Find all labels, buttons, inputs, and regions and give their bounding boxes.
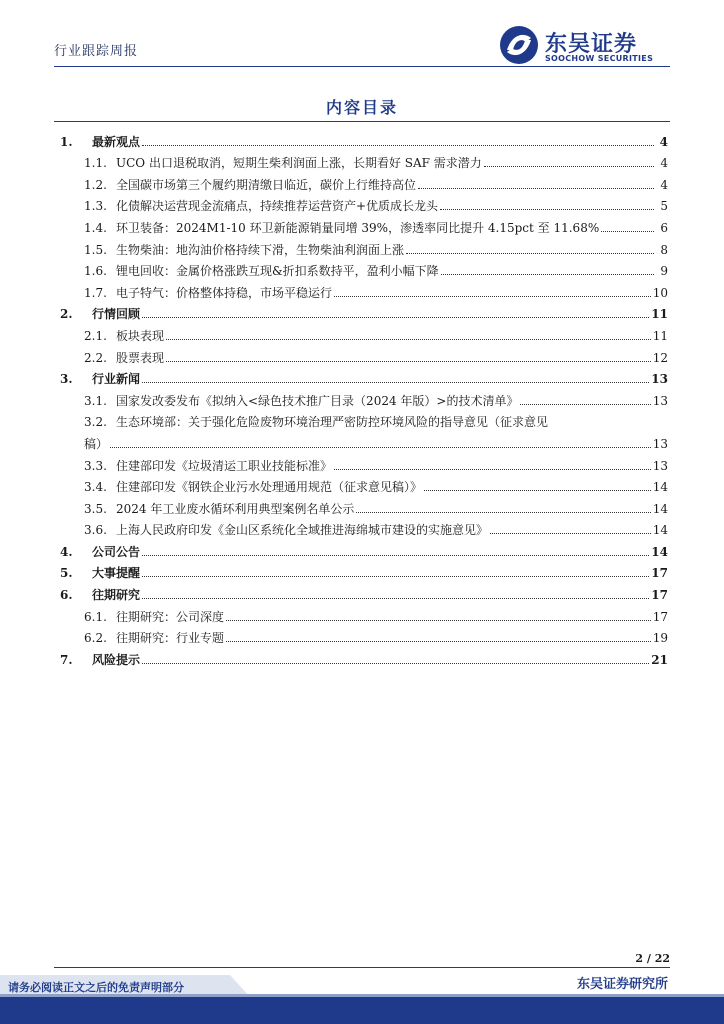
- toc-entry[interactable]: [56, 149, 668, 171]
- toc-entry-title: 行业新闻: [92, 372, 141, 387]
- toc-entry-title: 化债解决运营现金流痛点，持续推荐运营资产+优质成长龙头: [116, 199, 439, 214]
- toc-entry-title: 电子特气：价格整体持稳，市场平稳运行: [116, 285, 333, 300]
- toc-entry[interactable]: [56, 300, 668, 322]
- toc-entry-page: 6: [660, 220, 668, 235]
- toc-entry-title: 行情回顾: [92, 307, 141, 322]
- toc-leader-dots: [418, 188, 654, 189]
- toc-entry-title: 国家发改委发布《拟纳入<绿色技术推广目录（2024 年版）>的技术清单》: [116, 393, 519, 408]
- toc-entry-number: 6.2.: [84, 631, 107, 646]
- toc-entry-page: 4: [660, 177, 668, 192]
- toc-leader-dots: [166, 339, 651, 340]
- toc-leader-dots: [520, 404, 650, 405]
- toc-entry-title: 上海人民政府印发《金山区系统化全域推进海绵城市建设的实施意见》: [116, 523, 489, 538]
- brand-name-en: SOOCHOW SECURITIES: [545, 54, 654, 63]
- toc-leader-dots: [142, 382, 649, 383]
- toc-entry-number: 1.1.: [84, 156, 107, 171]
- toc-entry[interactable]: [56, 192, 668, 214]
- toc-entry[interactable]: [56, 580, 668, 602]
- toc-entry-page: 4: [659, 134, 668, 149]
- toc-leader-dots: [334, 296, 651, 297]
- toc-entry-number: 2.: [60, 307, 73, 322]
- toc-leader-dots: [226, 620, 651, 621]
- toc-entry-page: 14: [652, 480, 668, 495]
- toc-entry-title: 风险提示: [92, 652, 141, 667]
- toc-entry-page: 11: [651, 307, 668, 322]
- toc-leader-dots: [424, 490, 651, 491]
- toc-entry-number: 3.1.: [84, 393, 107, 408]
- toc-entry-number: 7.: [60, 652, 73, 667]
- toc-entry[interactable]: [56, 278, 668, 300]
- toc-entry[interactable]: [56, 494, 668, 516]
- brand-name-cn: 东吴证券: [545, 32, 638, 57]
- toc-entry-number: 1.5.: [84, 242, 107, 257]
- toc-entry[interactable]: [56, 559, 668, 581]
- toc-entry-number: 3.5.: [84, 501, 107, 516]
- toc-entry-page: 9: [660, 264, 668, 279]
- disclaimer-text: 请务必阅读正文之后的免责声明部分: [8, 981, 184, 994]
- toc-leader-dots: [142, 663, 649, 664]
- toc-leader-dots: [490, 533, 651, 534]
- toc-entry-page: 14: [651, 544, 668, 559]
- toc-entry-continuation[interactable]: [56, 429, 668, 451]
- toc-leader-dots: [356, 512, 650, 513]
- toc-leader-dots: [142, 317, 649, 318]
- toc-entry-page: 13: [652, 436, 668, 451]
- toc-entry-title: 生态环境部：关于强化危险废物环境治理严密防控环境风险的指导意见（征求意见: [116, 415, 549, 430]
- toc-entry[interactable]: [56, 537, 668, 559]
- toc-entry-number: 1.2.: [84, 177, 107, 192]
- toc-entry-title: 全国碳市场第三个履约期清缴日临近，碳价上行维持高位: [116, 177, 417, 192]
- toc-entry[interactable]: [56, 365, 668, 387]
- brand-logo: [498, 24, 668, 66]
- toc-entry-page: 17: [652, 609, 668, 624]
- toc-entry-page: 13: [651, 372, 668, 387]
- toc-entry-number: 1.4.: [84, 220, 107, 235]
- toc-entry[interactable]: [56, 235, 668, 257]
- toc-entry-number: 2.2.: [84, 350, 107, 365]
- page-indicator: 2 / 22: [635, 952, 670, 965]
- toc-entry[interactable]: [56, 624, 668, 646]
- toc-entry-number: 3.6.: [84, 523, 107, 538]
- toc-entry-page: 5: [660, 199, 668, 214]
- toc-entry-title: 大事提醒: [92, 566, 141, 581]
- toc-entry-number: 3.: [60, 372, 73, 387]
- toc-entry[interactable]: [56, 602, 668, 624]
- toc-entry[interactable]: [56, 645, 668, 667]
- toc-leader-dots: [142, 598, 649, 599]
- toc-leader-dots: [110, 447, 651, 448]
- toc-entry[interactable]: [56, 408, 668, 430]
- toc-entry-number: 3.2.: [84, 415, 107, 430]
- toc-title: 内容目录: [325, 98, 398, 117]
- toc-entry-number: 3.3.: [84, 458, 107, 473]
- toc-entry-title: 2024 年工业废水循环利用典型案例名单公示: [116, 501, 355, 516]
- toc-entry-title: 最新观点: [92, 134, 141, 149]
- toc-entry-title: 股票表现: [116, 350, 165, 365]
- toc-entry-page: 14: [652, 523, 668, 538]
- toc-leader-dots: [142, 555, 649, 556]
- toc-leader-dots: [601, 231, 654, 232]
- toc-entry-page: 11: [652, 328, 668, 343]
- soochow-logo-icon: [498, 24, 540, 66]
- footer-org-name: 东吴证券研究所: [576, 977, 668, 992]
- toc-leader-dots: [441, 274, 654, 275]
- toc-entry-page: 17: [651, 588, 668, 603]
- toc-divider: [54, 121, 670, 122]
- toc-entry-page: 13: [652, 458, 668, 473]
- toc-entry[interactable]: [56, 451, 668, 473]
- toc-entry-number: 1.7.: [84, 285, 107, 300]
- footer-bar: [0, 997, 724, 1024]
- toc-leader-dots: [334, 469, 651, 470]
- toc-entry[interactable]: [56, 321, 668, 343]
- toc-entry-page: 19: [652, 631, 668, 646]
- toc-entry-number: 1.6.: [84, 264, 107, 279]
- toc-entry-page: 14: [652, 501, 668, 516]
- toc-entry-page: 8: [660, 242, 668, 257]
- toc-entry-page: 10: [652, 285, 668, 300]
- toc-leader-dots: [142, 576, 649, 577]
- toc-leader-dots: [440, 209, 654, 210]
- toc-entry-number: 4.: [60, 544, 73, 559]
- toc-leader-dots: [226, 641, 651, 642]
- toc-leader-dots: [406, 253, 654, 254]
- toc-entry-title: 往期研究：行业专题: [116, 631, 225, 646]
- report-type-label: 行业跟踪周报: [54, 44, 139, 59]
- toc-entry-page: 4: [660, 156, 668, 171]
- toc-entry[interactable]: [56, 127, 668, 149]
- toc-leader-dots: [484, 166, 654, 167]
- toc-entry-number: 1.: [60, 134, 73, 149]
- toc-leader-dots: [142, 145, 654, 146]
- toc-entry-number: 6.1.: [84, 609, 107, 624]
- toc-entry[interactable]: [56, 343, 668, 365]
- toc-entry-title-continued: 稿）: [84, 436, 109, 451]
- toc-entry[interactable]: [56, 170, 668, 192]
- toc-entry-title: 往期研究：公司深度: [116, 609, 225, 624]
- toc-entry-title: UCO 出口退税取消，短期生柴利润面上涨，长期看好 SAF 需求潜力: [116, 156, 482, 171]
- toc-entry[interactable]: [56, 386, 668, 408]
- toc-entry-title: 环卫装备：2024M1-10 环卫新能源销量同增 39%，渗透率同比提升 4.15pct 至 11.68%: [116, 220, 600, 235]
- toc-entry[interactable]: [56, 516, 668, 538]
- toc-leader-dots: [166, 361, 651, 362]
- toc-entry[interactable]: [56, 213, 668, 235]
- toc-entry-title: 锂电回收：金属价格涨跌互现&折扣系数持平，盈利小幅下降: [116, 264, 439, 279]
- toc-entry-title: 板块表现: [116, 328, 165, 343]
- toc-entry-page: 21: [651, 652, 668, 667]
- toc-entry-number: 1.3.: [84, 199, 107, 214]
- toc-entry-page: 12: [652, 350, 668, 365]
- toc-entry-title: 住建部印发《垃圾清运工职业技能标准》: [116, 458, 333, 473]
- toc-entry-number: 6.: [60, 588, 73, 603]
- footer-divider: [54, 967, 670, 968]
- toc-entry[interactable]: [56, 473, 668, 495]
- toc-entry-page: 13: [652, 393, 668, 408]
- toc-entry-number: 2.1.: [84, 328, 107, 343]
- table-of-contents: [56, 127, 668, 667]
- header-divider: [54, 66, 670, 67]
- toc-entry-title: 住建部印发《钢铁企业污水处理通用规范（征求意见稿）》: [116, 480, 423, 495]
- toc-entry-title: 公司公告: [92, 544, 141, 559]
- toc-entry[interactable]: [56, 257, 668, 279]
- toc-entry-page: 17: [651, 566, 668, 581]
- toc-entry-title: 往期研究: [92, 588, 141, 603]
- toc-entry-number: 5.: [60, 566, 73, 581]
- toc-entry-title: 生物柴油：地沟油价格持续下滑，生物柴油利润面上涨: [116, 242, 405, 257]
- toc-entry-number: 3.4.: [84, 480, 107, 495]
